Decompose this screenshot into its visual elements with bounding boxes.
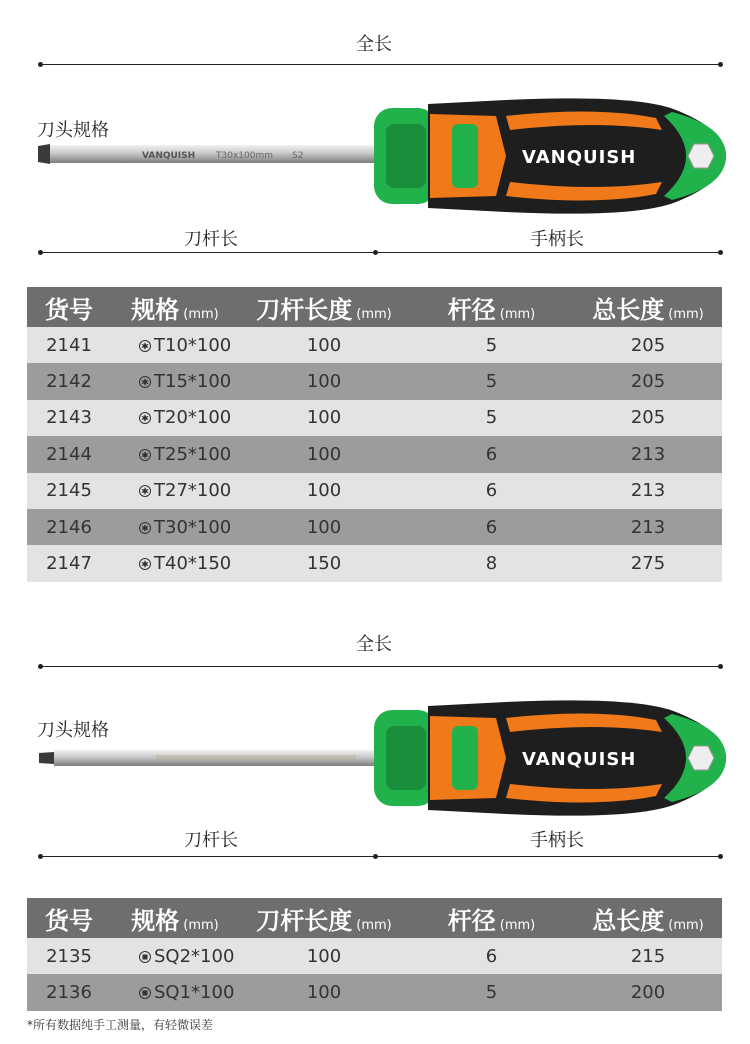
segment-length-line [40,856,722,857]
cell-shaft-length: 100 [306,516,342,538]
square-tip-icon [139,987,151,999]
table-row [27,327,722,363]
shaft-steel-print: S2 [292,151,304,161]
cell-diameter: 6 [485,480,498,502]
cell-shaft-length: 100 [306,945,342,967]
cell-spec: T30*100 [111,517,239,538]
table-row [27,473,722,509]
header-total-length: 总长度 (mm) [592,295,704,324]
line-midpoint [373,250,378,255]
cell-code: 2145 [46,480,92,502]
cell-total-length: 205 [630,407,666,429]
cell-diameter: 5 [485,982,498,1004]
cell-spec: T27*100 [111,480,239,501]
square-screwdriver-image [36,698,726,818]
header-shaft-length: 刀杆长度 (mm) [256,295,392,324]
cell-spec: T10*100 [111,335,239,356]
handle-brand: VANQUISH [522,147,637,168]
header-code: 货号 [45,906,93,935]
header-spec: 规格 (mm) [131,295,219,324]
cell-code: 2146 [46,516,92,538]
cell-code: 2143 [46,407,92,429]
handle-length-label: 手柄长 [530,229,584,250]
cell-total-length: 205 [630,371,666,393]
handle-length-label: 手柄长 [530,830,584,851]
table-row [27,400,722,436]
shaft-length-label: 刀杆长 [184,229,238,250]
header-diameter: 杆径 (mm) [447,906,536,935]
header-spec: 规格 (mm) [131,906,219,935]
cell-shaft-length: 100 [306,443,342,465]
cell-total-length: 200 [630,982,666,1004]
shaft-length-label: 刀杆长 [184,830,238,851]
cell-total-length: 215 [630,945,666,967]
torx-tip-icon [139,485,151,497]
cell-spec: T40*150 [111,553,239,574]
line-endpoint [718,664,723,669]
header-total-length: 总长度 (mm) [592,906,704,935]
cell-shaft-length: 100 [306,371,342,393]
cell-diameter: 6 [485,516,498,538]
line-endpoint [38,62,43,67]
table-row [27,363,722,399]
line-midpoint [373,854,378,859]
handle-brand: VANQUISH [522,749,637,770]
total-length-label: 全长 [356,634,392,655]
cell-spec: T15*100 [111,371,239,392]
torx-tip-icon [139,412,151,424]
cell-diameter: 6 [485,443,498,465]
footnote: *所有数据纯手工测量，有轻微误差 [27,1018,214,1032]
cell-diameter: 5 [485,407,498,429]
cell-total-length: 213 [630,443,666,465]
line-endpoint [38,250,43,255]
total-length-line [40,64,722,65]
header-code: 货号 [45,295,93,324]
cell-code: 2144 [46,443,92,465]
cell-spec: T25*100 [111,444,239,465]
cell-shaft-length: 100 [306,407,342,429]
cell-code: 2141 [46,334,92,356]
table-header [27,898,722,938]
torx-spec-table [27,287,722,582]
segment-length-line [40,252,722,253]
table-header [27,287,722,327]
cell-code: 2147 [46,553,92,575]
cell-total-length: 213 [630,480,666,502]
square-spec-table [27,898,722,1011]
table-row [27,436,722,472]
cell-total-length: 205 [630,334,666,356]
cell-diameter: 5 [485,371,498,393]
total-length-label: 全长 [356,34,392,55]
cell-total-length: 275 [630,553,666,575]
cell-total-length: 213 [630,516,666,538]
cell-code: 2142 [46,371,92,393]
torx-screwdriver-image [36,96,726,216]
cell-shaft-length: 100 [306,480,342,502]
line-endpoint [38,854,43,859]
cell-diameter: 5 [485,334,498,356]
line-endpoint [718,854,723,859]
tip-spec-label: 刀头规格 [37,720,109,741]
cell-shaft-length: 150 [306,553,342,575]
table-body [27,327,722,582]
torx-tip-icon [139,558,151,570]
cell-spec: SQ2*100 [111,946,239,967]
table-row [27,545,722,581]
torx-tip-icon [139,449,151,461]
shaft-brand-print: VANQUISH [142,151,196,161]
torx-tip-icon [139,376,151,388]
header-shaft-length: 刀杆长度 (mm) [256,906,392,935]
cell-diameter: 6 [485,945,498,967]
table-row [27,938,722,974]
cell-diameter: 8 [485,553,498,575]
tip-spec-label: 刀头规格 [37,120,109,141]
line-endpoint [38,664,43,669]
total-length-line [40,666,722,667]
line-endpoint [718,62,723,67]
table-row [27,509,722,545]
cell-shaft-length: 100 [306,982,342,1004]
cell-spec: T20*100 [111,407,239,428]
shaft-spec-print: T30x100mm [216,151,273,161]
table-body [27,938,722,1011]
line-endpoint [718,250,723,255]
header-diameter: 杆径 (mm) [447,295,536,324]
torx-tip-icon [139,522,151,534]
cell-code: 2136 [46,982,92,1004]
cell-spec: SQ1*100 [111,982,239,1003]
cell-shaft-length: 100 [306,334,342,356]
cell-code: 2135 [46,945,92,967]
torx-tip-icon [139,340,151,352]
square-tip-icon [139,951,151,963]
table-row [27,974,722,1010]
